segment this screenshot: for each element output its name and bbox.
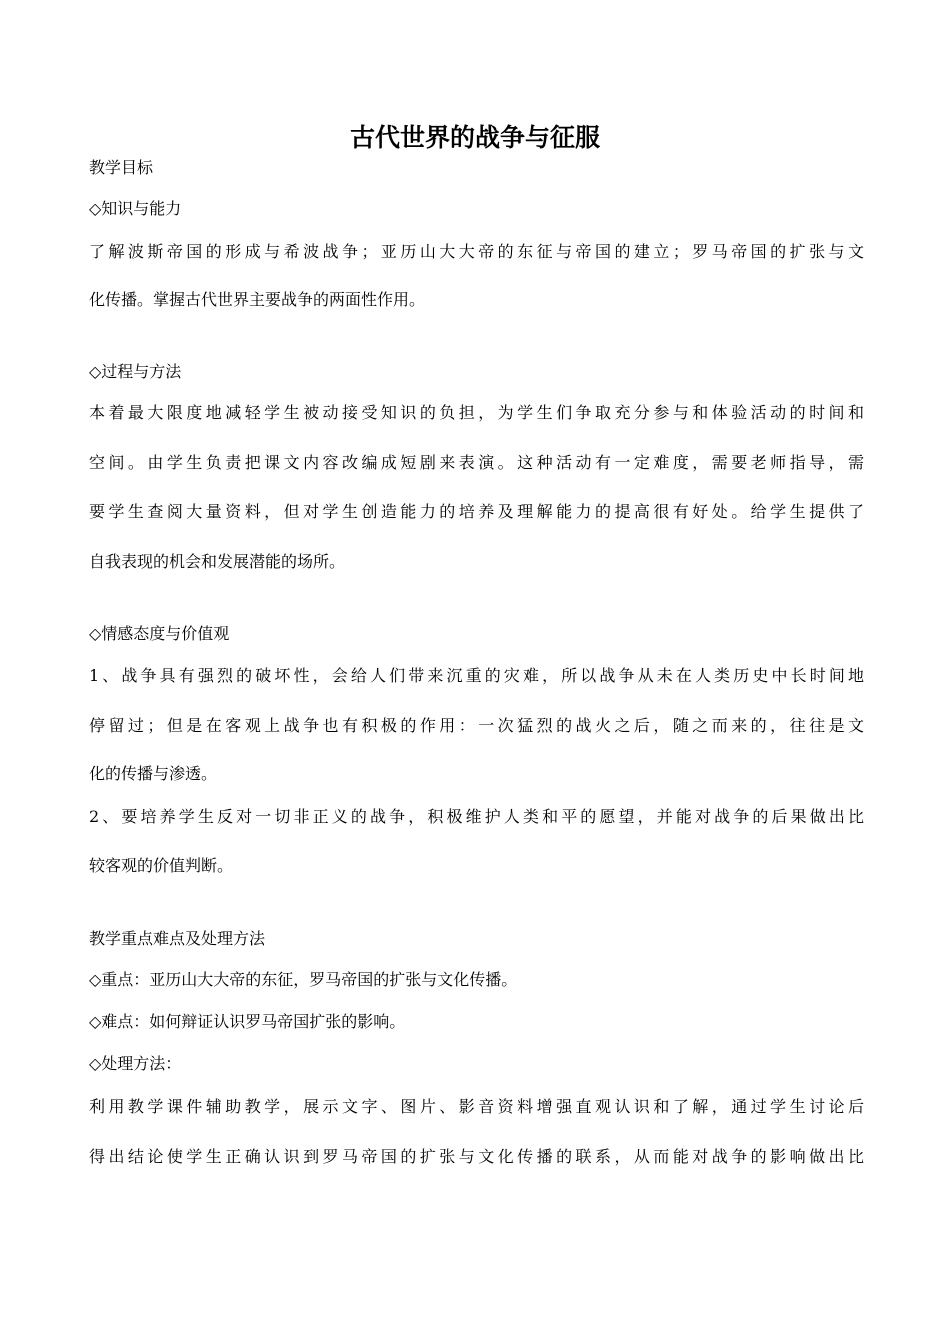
process-line: 要学生查阅大量资料，但对学生创造能力的培养及理解能力的提高很有好处。给学生提供了	[89, 502, 864, 521]
process-line: 自我表现的机会和发展潜能的场所。	[89, 552, 346, 571]
method-line: 利用教学课件辅助教学，展示文字、图片、影音资料增强直观认识和了解，通过学生讨论后	[89, 1097, 864, 1116]
emotion-line: 1、战争具有强烈的破坏性，会给人们带来沉重的灾难，所以战争从未在人类历史中长时间地	[89, 666, 864, 685]
process-line: 空间。由学生负责把课文内容改编成短剧来表演。这种活动有一定难度，需要老师指导，需	[89, 453, 864, 472]
emotion-line: 化的传播与渗透。	[89, 764, 218, 783]
knowledge-line: 化传播。掌握古代世界主要战争的两面性作用。	[89, 290, 426, 309]
key-points-heading: 教学重点难点及处理方法	[89, 929, 266, 948]
method-line: 得出结论使学生正确认识到罗马帝国的扩张与文化传播的联系，从而能对战争的影响做出比	[89, 1147, 864, 1166]
knowledge-heading: ◇知识与能力	[89, 199, 182, 218]
emotion-heading: ◇情感态度与价值观	[89, 624, 230, 643]
difficulty-point: ◇难点：如何辩证认识罗马帝国扩张的影响。	[89, 1012, 406, 1031]
emotion-line: 停留过；但是在客观上战争也有积极的作用：一次猛烈的战火之后，随之而来的，往往是文	[89, 716, 864, 735]
emotion-line: 2、要培养学生反对一切非正义的战争，积极维护人类和平的愿望，并能对战争的后果做出比	[89, 807, 864, 826]
emotion-line: 较客观的价值判断。	[89, 856, 234, 875]
knowledge-line: 了解波斯帝国的形成与希波战争；亚历山大大帝的东征与帝国的建立；罗马帝国的扩张与文	[89, 242, 864, 261]
process-heading: ◇过程与方法	[89, 362, 182, 381]
process-line: 本着最大限度地减轻学生被动接受知识的负担，为学生们争取充分参与和体验活动的时间和	[89, 403, 864, 422]
document-title: 古代世界的战争与征服	[349, 123, 600, 152]
goals-heading: 教学目标	[89, 158, 154, 177]
method-heading: ◇处理方法：	[89, 1054, 182, 1073]
focus-point: ◇重点：亚历山大大帝的东征，罗马帝国的扩张与文化传播。	[89, 970, 518, 989]
